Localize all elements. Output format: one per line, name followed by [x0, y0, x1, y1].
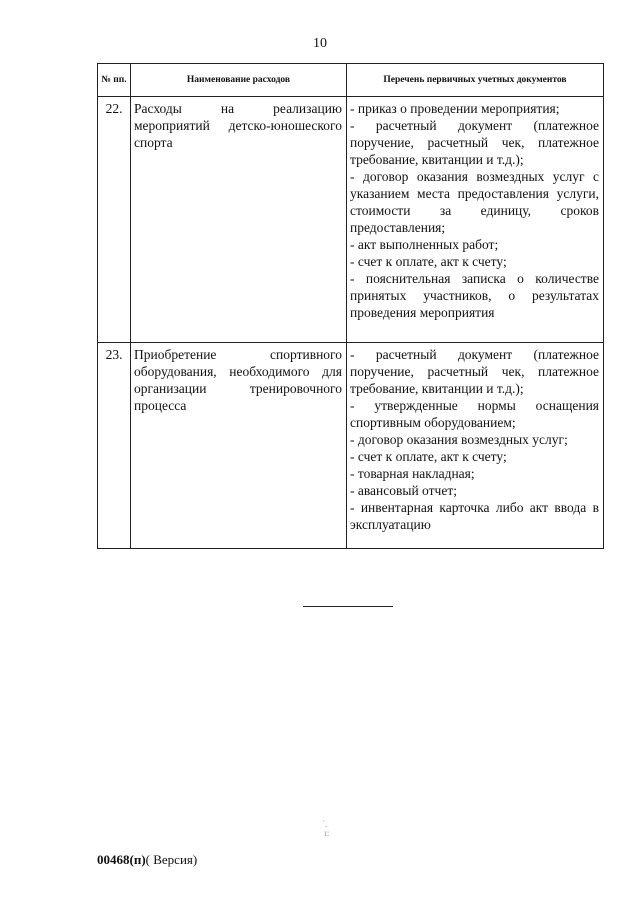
- document-code: 00468(п): [97, 852, 146, 867]
- table-header-row: [98, 64, 604, 97]
- documents-list: [347, 343, 604, 549]
- document-item: - пояснительная записка о количестве принятых участников, о результатах проведения мероприятия: [350, 271, 599, 320]
- row-number: 23.: [98, 343, 131, 549]
- document-item: - инвентарная карточка либо акт ввода в эксплуатацию: [350, 500, 599, 532]
- row-number: 22.: [98, 97, 131, 343]
- document-item: - акт выполненных работ;: [350, 237, 499, 252]
- document-item: - авансовый отчет;: [350, 483, 457, 498]
- header-primary-documents: Перечень первичных учетных документов: [347, 64, 604, 97]
- page-number: 10: [313, 36, 327, 51]
- documents-list: [347, 97, 604, 343]
- header-num: № пп.: [98, 64, 131, 97]
- table-row: [98, 97, 604, 343]
- document-footer: [97, 852, 197, 868]
- document-item: - приказ о проведении мероприятия;: [350, 101, 560, 116]
- expense-name: Расходы на реализацию мероприятий детско-юношеского спорта: [131, 97, 347, 343]
- document-item: - утвержденные нормы оснащения спортивным оборудованием;: [350, 398, 599, 430]
- document-item: - товарная накладная;: [350, 466, 475, 481]
- expense-name: Приобретение спортивного оборудования, необходимого для организации тренировочного процесса: [131, 343, 347, 549]
- end-of-document-rule: [303, 606, 393, 607]
- table-row: [98, 343, 604, 549]
- document-item: - расчетный документ (платежное поручение, расчетный чек, платежное требование, квитанции и т.д.);: [350, 118, 599, 167]
- document-item: - расчетный документ (платежное поручение, расчетный чек, платежное требование, квитанции и т.д.);: [350, 347, 599, 396]
- scan-artifact: `. ı:: [322, 819, 330, 838]
- document-item: - договор оказания возмездных услуг;: [350, 432, 568, 447]
- document-item: - договор оказания возмездных услуг с указанием места предоставления услуги, стоимости за единицу, сроков предоставления;: [350, 169, 599, 235]
- document-item: - счет к оплате, акт к счету;: [350, 254, 507, 269]
- document-item: - счет к оплате, акт к счету;: [350, 449, 507, 464]
- header-expense-name: Наименование расходов: [131, 64, 347, 97]
- expense-documents-table: [97, 63, 604, 549]
- document-version: ( Версия): [145, 852, 198, 867]
